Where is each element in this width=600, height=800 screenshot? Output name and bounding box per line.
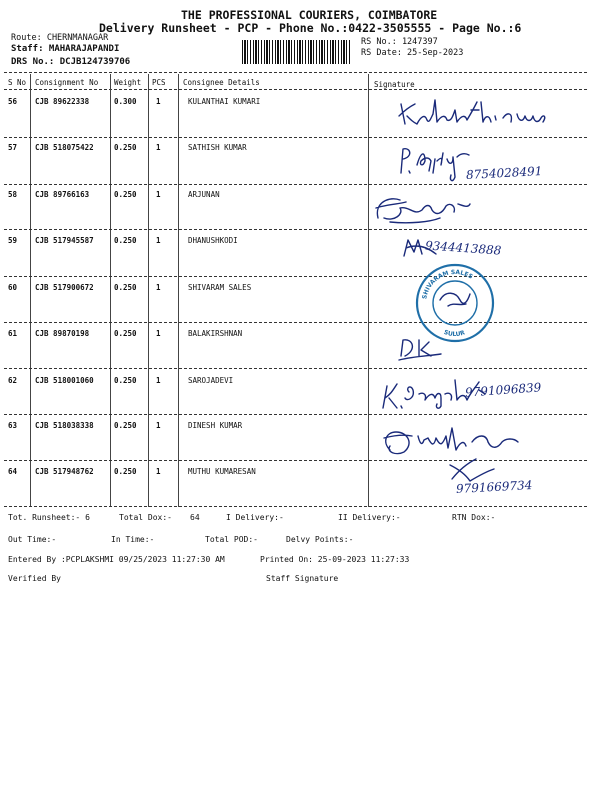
staff-signature: Staff Signature (266, 574, 339, 583)
row-pcs: 1 (156, 283, 161, 292)
row-pcs: 1 (156, 190, 161, 199)
row-consignment: CJB 89870198 (35, 329, 90, 338)
ii-delivery: II Delivery:- (338, 513, 401, 522)
row-weight: 0.250 (114, 467, 137, 476)
company-title: THE PROFESSIONAL COURIERS, COIMBATORE (181, 8, 438, 22)
row-rule (4, 229, 587, 230)
row-consignee: DINESH KUMAR (188, 421, 243, 430)
signature-56 (395, 96, 565, 132)
signature-62-phone: 9791096839 (464, 380, 542, 400)
row-consignee: SHIVARAM SALES (188, 283, 252, 292)
row-sno: 64 (8, 467, 18, 476)
col-divider (368, 74, 369, 507)
row-consignee: SATHISH KUMAR (188, 143, 247, 152)
signature-57-phone: 8754028491 (465, 164, 543, 182)
row-weight: 0.250 (114, 283, 137, 292)
table-top-rule (4, 72, 587, 73)
col-sno: S No (8, 78, 27, 87)
col-divider (110, 74, 111, 507)
row-consignee: KULANTHAI KUMARI (188, 97, 261, 106)
row-consignee: BALAKIRSHNAN (188, 329, 243, 338)
row-sno: 56 (8, 97, 18, 106)
col-pcs: PCS (152, 78, 166, 87)
rtn-dox: RTN Dox:- (452, 513, 496, 522)
drs-number: DRS No.: DCJB124739706 (11, 57, 131, 67)
i-delivery: I Delivery:- (226, 513, 284, 522)
col-consignment: Consignment No (35, 78, 99, 87)
total-dox-value: 64 (190, 513, 200, 522)
row-consignment: CJB 518001060 (35, 376, 94, 385)
row-pcs: 1 (156, 376, 161, 385)
rs-date: RS Date: 25-Sep-2023 (361, 48, 464, 58)
signature-59-phone: 9344413888 (424, 238, 502, 258)
row-rule (4, 137, 587, 138)
row-sno: 63 (8, 421, 18, 430)
entered-by: Entered By :PCPLAKSHMI 09/25/2023 11:27:30 AM (8, 555, 225, 564)
row-consignment: CJB 89766163 (35, 190, 90, 199)
row-consignment: CJB 517945587 (35, 236, 94, 245)
col-signature: Signature (374, 80, 415, 89)
row-sno: 59 (8, 236, 18, 245)
total-dox-label: Total Dox:- (119, 513, 172, 522)
row-pcs: 1 (156, 467, 161, 476)
out-time: Out Time:- (8, 535, 57, 544)
col-weight: Weight (114, 78, 142, 87)
row-consignment: CJB 518075422 (35, 143, 94, 152)
row-weight: 0.250 (114, 143, 137, 152)
runsheet-subtitle: Delivery Runsheet - PCP - Phone No.:0422-3505555 - Page No.:6 (99, 21, 522, 35)
row-pcs: 1 (156, 329, 161, 338)
row-rule (4, 414, 587, 415)
row-consignee: DHANUSHKODI (188, 236, 238, 245)
row-sno: 61 (8, 329, 18, 338)
row-consignee: SAROJADEVI (188, 376, 234, 385)
col-divider (30, 74, 31, 507)
total-runsheet: Tot. Runsheet:- 6 (8, 513, 90, 522)
row-pcs: 1 (156, 97, 161, 106)
header-bottom-rule (4, 89, 587, 90)
svg-text:SULUR (443, 329, 466, 338)
row-sno: 62 (8, 376, 18, 385)
row-consignee: ARJUNAN (188, 190, 220, 199)
rs-number: RS No.: 1247397 (361, 37, 438, 47)
row-rule (4, 276, 587, 277)
signature-63 (378, 422, 538, 458)
staff-label: Staff: MAHARAJAPANDI (11, 44, 120, 54)
table-bottom-rule (4, 506, 587, 507)
row-pcs: 1 (156, 143, 161, 152)
verified-by: Verified By (8, 574, 61, 583)
signature-58 (370, 192, 510, 228)
row-sno: 60 (8, 283, 18, 292)
printed-on: Printed On: 25-09-2023 11:27:33 (260, 555, 410, 564)
row-consignment: CJB 89622338 (35, 97, 90, 106)
stamp-text-bottom: SULUR (442, 328, 466, 339)
row-rule (4, 322, 587, 323)
row-weight: 0.300 (114, 97, 137, 106)
signature-61 (395, 334, 445, 364)
signature-64-phone: 9791669734 (455, 478, 533, 496)
row-consignment: CJB 517900672 (35, 283, 94, 292)
row-consignment: CJB 518038338 (35, 421, 94, 430)
col-consignee: Consignee Details (183, 78, 260, 87)
total-pod: Total POD:- (205, 535, 258, 544)
row-pcs: 1 (156, 421, 161, 430)
row-consignee: MUTHU KUMARESAN (188, 467, 256, 476)
stamp-text-top: SHIVARAM SALES (421, 268, 474, 300)
row-weight: 0.250 (114, 190, 137, 199)
barcode (242, 40, 352, 64)
row-weight: 0.250 (114, 329, 137, 338)
row-weight: 0.250 (114, 376, 137, 385)
delvy-points: Delvy Points:- (286, 535, 354, 544)
row-consignment: CJB 517948762 (35, 467, 94, 476)
row-weight: 0.250 (114, 236, 137, 245)
col-divider (178, 74, 179, 507)
in-time: In Time:- (111, 535, 155, 544)
row-sno: 58 (8, 190, 18, 199)
row-weight: 0.250 (114, 421, 137, 430)
col-divider (148, 74, 149, 507)
row-pcs: 1 (156, 236, 161, 245)
route-label: Route: CHERNMANAGAR (11, 33, 109, 43)
row-rule (4, 368, 587, 369)
row-sno: 57 (8, 143, 18, 152)
